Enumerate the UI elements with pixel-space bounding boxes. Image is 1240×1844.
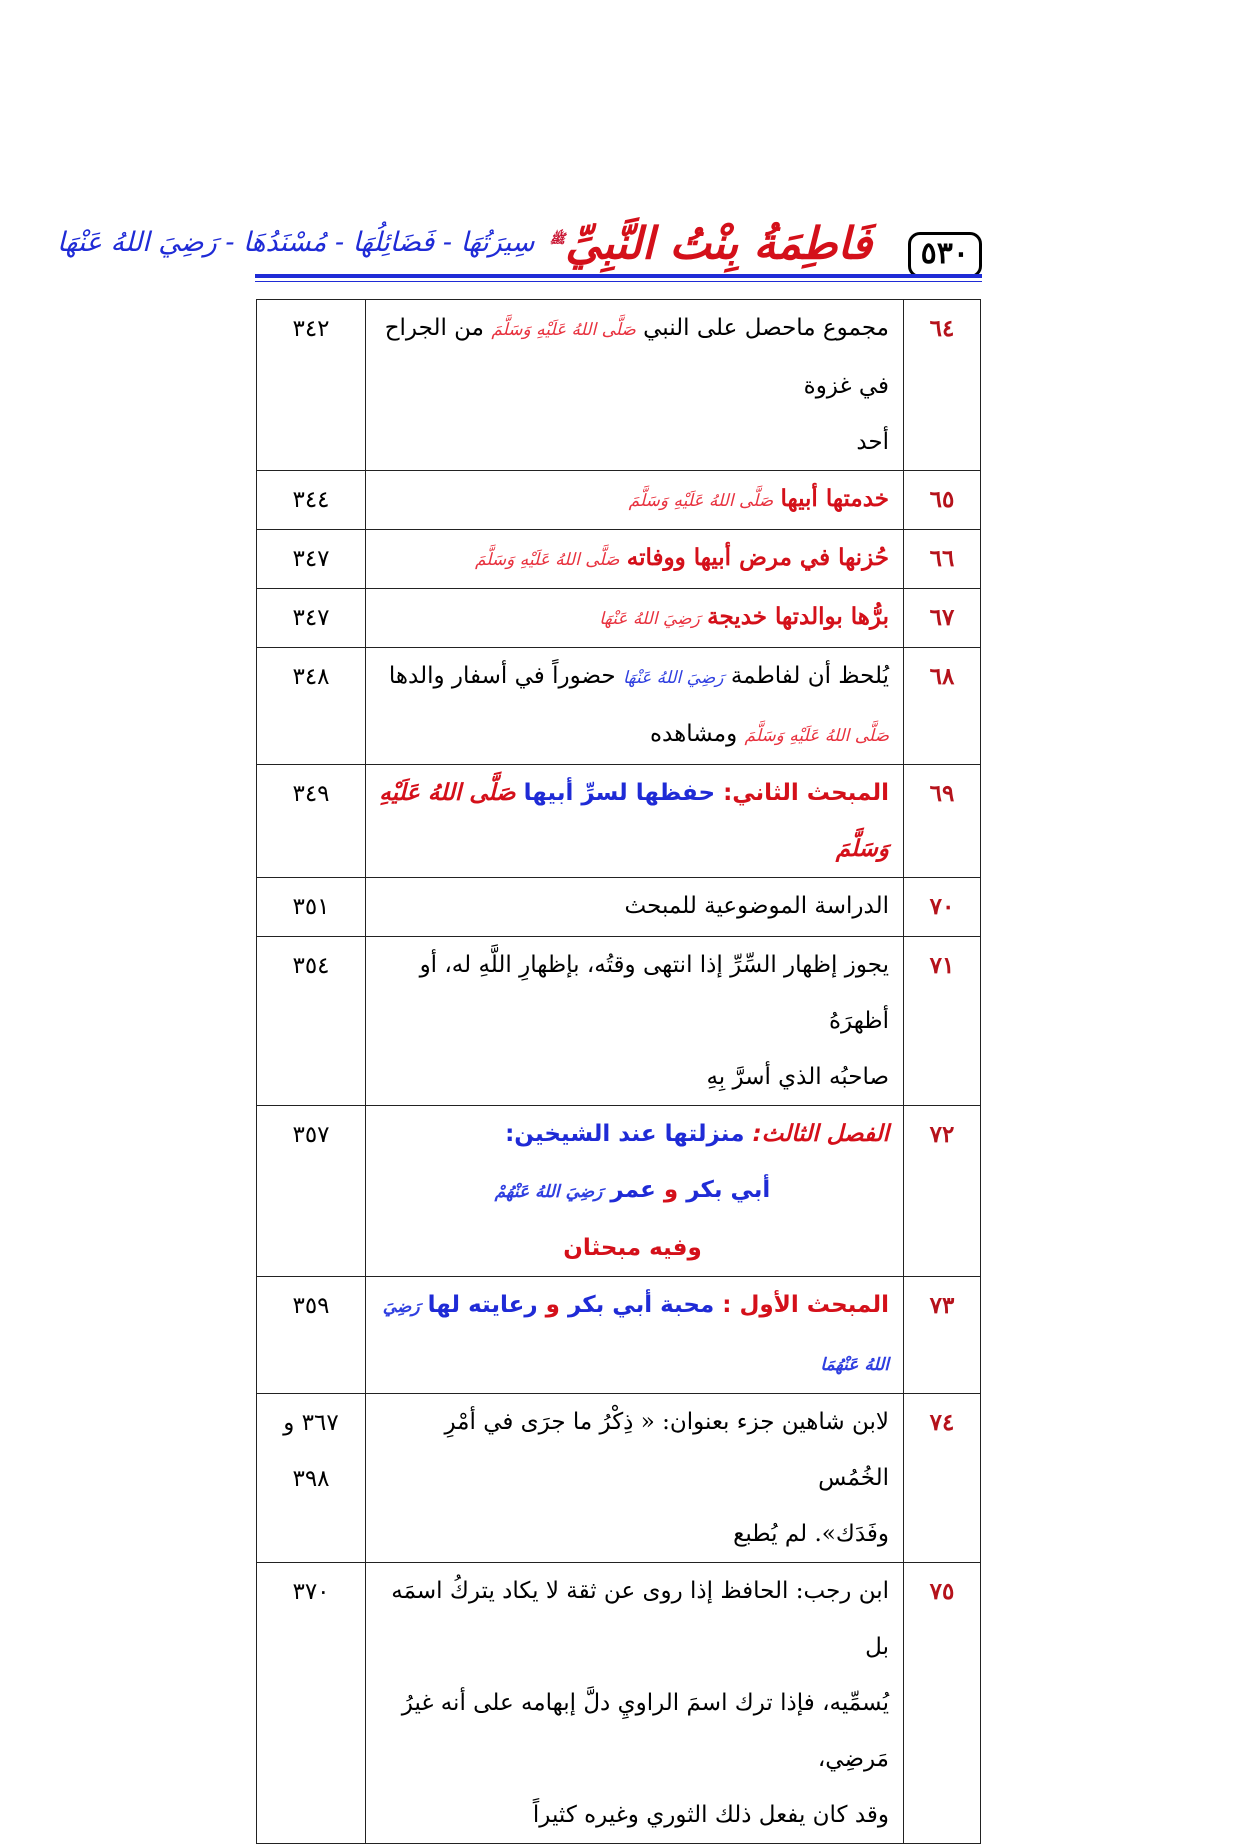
row-title: [366, 471, 904, 530]
row-number: ٧٣: [904, 1277, 981, 1394]
row-page: ٣٥٧: [257, 1106, 366, 1277]
row-text: يُسمِّيه، فإذا ترك اسمَ الراويِ دلَّ إبهامه على أنه غيرُ مَرضِي،: [401, 1690, 889, 1772]
honorific: صَلَّى اللهُ عَلَيْهِ وَسَلَّمَ: [628, 491, 774, 511]
row-page: ٣٤٢: [257, 300, 366, 471]
conjunction-text: و: [545, 1292, 560, 1318]
page-ref: ٣٦٧ و: [283, 1410, 339, 1436]
row-page: ٣٤٨: [257, 648, 366, 765]
row-title: [366, 937, 904, 1106]
row-text: حضوراً في أسفار والدها: [388, 663, 616, 689]
row-text: يجوز إظهار السِّرِّ إذا انتهى وقتُه، بإظهارِ اللَّهِ له، أو أظهرَهُ: [419, 952, 889, 1034]
honorific: صَلَّى اللهُ عَلَيْهِ وَسَلَّمَ: [474, 550, 620, 570]
table-row: [257, 1394, 981, 1563]
table-row: [257, 1563, 981, 1844]
section-title: حفظها لسرِّ أبيها: [523, 780, 716, 806]
header-rule-thick: [255, 274, 982, 278]
table-row: [257, 300, 981, 471]
row-number: ٦٤: [904, 300, 981, 471]
row-number: ٧٢: [904, 1106, 981, 1277]
row-number: ٦٧: [904, 589, 981, 648]
table-row: [257, 530, 981, 589]
row-page: ٣٥٩: [257, 1277, 366, 1394]
row-page: ٣٥٤: [257, 937, 366, 1106]
honorific: رَضِيَ اللهُ عَنْهُمْ: [494, 1182, 603, 1202]
running-title: [57, 210, 872, 275]
row-text: من الجراح في غزوة: [384, 315, 889, 399]
table-row: [257, 589, 981, 648]
honorific: رَضِيَ اللهُ عَنْهَا: [622, 668, 724, 688]
row-number: ٦٥: [904, 471, 981, 530]
row-page: ٣٧٠: [257, 1563, 366, 1844]
section-note: وفيه مبحثان: [563, 1235, 702, 1261]
row-page: ٣٤٩: [257, 765, 366, 878]
book-subtitle: سِيرَتُهَا - فَضَائِلُهَا - مُسْنَدُهَا - رَضِيَ اللهُ عَنْهَا: [57, 226, 535, 258]
table-row: [257, 1277, 981, 1394]
row-number: ٦٩: [904, 765, 981, 878]
header-rule-thin: [255, 281, 982, 282]
name-text: عمر: [610, 1177, 656, 1203]
row-title: الدراسة الموضوعية للمبحث: [366, 878, 904, 937]
section-label: المبحث الثاني:: [723, 780, 889, 806]
row-title: [366, 530, 904, 589]
page-header: [57, 210, 982, 288]
row-title: [366, 1394, 904, 1563]
row-text: مجموع ماحصل على النبي: [643, 315, 889, 341]
row-title: [366, 648, 904, 765]
section-title: محبة أبي بكر: [567, 1292, 715, 1318]
section-title: رعايته لها: [427, 1292, 538, 1318]
honorific: رَضِيَ اللهُ عَنْهُمَا: [382, 1297, 889, 1375]
row-text: صاحبُه الذي أسرَّ بِهِ: [706, 1064, 889, 1090]
row-number: ٦٦: [904, 530, 981, 589]
table-row: [257, 765, 981, 878]
row-number: ٧٥: [904, 1563, 981, 1844]
table-row: [257, 471, 981, 530]
table-row: [257, 878, 981, 937]
row-title: [366, 1106, 904, 1277]
row-number: ٧٤: [904, 1394, 981, 1563]
honorific: رَضِيَ اللهُ عَنْهَا: [599, 609, 700, 629]
section-label: الفصل الثالث:: [752, 1121, 889, 1147]
row-text: لابن شاهين جزء بعنوان: « ذِكْرُ ما جرَى في أمْرِ الخُمُس: [444, 1409, 889, 1491]
row-number: ٦٨: [904, 648, 981, 765]
row-title: [366, 300, 904, 471]
row-page: ٣٥١: [257, 878, 366, 937]
row-number: ٧١: [904, 937, 981, 1106]
row-title: [366, 1563, 904, 1844]
row-page: ٣٤٧: [257, 530, 366, 589]
row-title: [366, 1277, 904, 1394]
row-page: ٣٤٤: [257, 471, 366, 530]
honorific: صَلَّى اللهُ عَلَيْهِ وَسَلَّمَ: [379, 780, 889, 862]
page-ref: ٣٩٨: [292, 1466, 330, 1492]
row-page: ٣٤٧: [257, 589, 366, 648]
book-title-honorific: ﷺ: [549, 232, 566, 247]
section-title: منزلتها عند الشيخين:: [505, 1121, 745, 1147]
table-row: [257, 1106, 981, 1277]
honorific: صَلَّى اللهُ عَلَيْهِ وَسَلَّمَ: [491, 320, 636, 340]
row-text: أحد: [856, 429, 889, 455]
row-text: وفَدَك». لم يُطبع: [733, 1521, 889, 1547]
row-text: ابن رجب: الحافظ إذا روى عن ثقة لا يكاد يتركُ اسمَه بل: [391, 1578, 889, 1660]
section-subtitle: [376, 1162, 889, 1220]
row-heading: حُزنها في مرض أبيها ووفاته: [626, 544, 889, 571]
row-text: وقد كان يفعل ذلك الثوري وغيره كثيراً: [532, 1802, 889, 1828]
row-heading: برُّها بوالدتها خديجة: [707, 603, 889, 630]
book-title: [550, 210, 872, 275]
section-label: المبحث الأول :: [722, 1292, 889, 1318]
row-title: [366, 589, 904, 648]
conjunction-text: و: [663, 1177, 679, 1203]
row-number: ٧٠: [904, 878, 981, 937]
row-heading: خدمتها أبيها: [780, 485, 889, 512]
table-row: [257, 937, 981, 1106]
honorific: صَلَّى اللهُ عَلَيْهِ وَسَلَّمَ: [744, 726, 889, 746]
table-row: [257, 648, 981, 765]
contents-table: [256, 299, 981, 1844]
book-title-text: فَاطِمَةُ بِنْتُ النَّبِيِّ: [565, 218, 872, 270]
page-number: ٥٣٠: [908, 232, 982, 278]
row-page: [257, 1394, 366, 1563]
row-text: ومشاهده: [649, 721, 738, 747]
row-text: يُلحظ أن لفاطمة: [730, 663, 889, 689]
row-title: [366, 765, 904, 878]
name-text: أبي بكر: [686, 1177, 771, 1203]
